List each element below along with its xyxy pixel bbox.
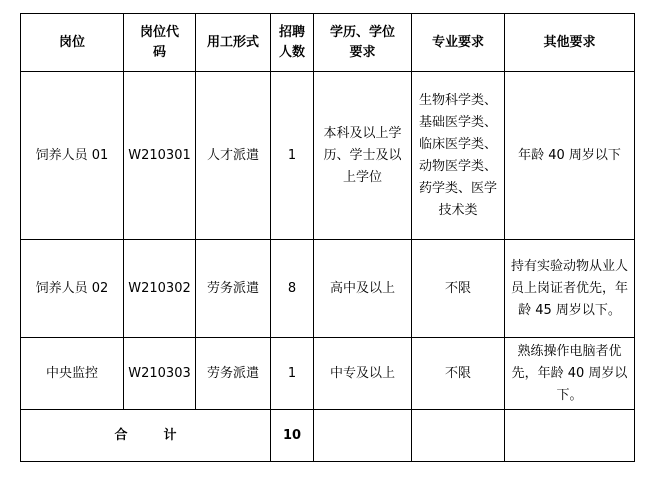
table-row (21, 338, 635, 410)
recruitment-table (20, 13, 635, 462)
cell-code: W210302 (124, 240, 196, 338)
cell-education: 高中及以上 (314, 240, 412, 338)
cell-major: 不限 (412, 338, 505, 410)
total-label-part2: 计 (163, 427, 177, 443)
total-empty-cell (412, 410, 505, 462)
total-count: 10 (271, 410, 314, 462)
header-education: 学历、学位要求 (314, 14, 412, 72)
total-empty-cell (314, 410, 412, 462)
cell-code: W210301 (124, 72, 196, 240)
table-row (21, 240, 635, 338)
cell-education: 中专及以上 (314, 338, 412, 410)
header-employment: 用工形式 (196, 14, 271, 72)
table-row (21, 72, 635, 240)
cell-other: 年龄 40 周岁以下 (505, 72, 635, 240)
cell-count: 1 (271, 338, 314, 410)
header-count: 招聘人数 (271, 14, 314, 72)
header-row (21, 14, 635, 72)
cell-employment: 人才派遣 (196, 72, 271, 240)
cell-other: 持有实验动物从业人员上岗证者优先，年龄 45 周岁以下。 (505, 240, 635, 338)
cell-major: 生物科学类、基础医学类、临床医学类、动物医学类、药学类、医学技术类 (412, 72, 505, 240)
cell-count: 8 (271, 240, 314, 338)
cell-employment: 劳务派遣 (196, 240, 271, 338)
cell-position: 中央监控 (21, 338, 124, 410)
cell-employment: 劳务派遣 (196, 338, 271, 410)
header-other: 其他要求 (505, 14, 635, 72)
total-label (21, 410, 271, 462)
cell-position: 饲养人员 01 (21, 72, 124, 240)
total-label-part1: 合 (114, 427, 128, 443)
cell-code: W210303 (124, 338, 196, 410)
header-code: 岗位代码 (124, 14, 196, 72)
cell-education: 本科及以上学历、学士及以上学位 (314, 72, 412, 240)
header-major: 专业要求 (412, 14, 505, 72)
cell-count: 1 (271, 72, 314, 240)
cell-other: 熟练操作电脑者优先，年龄 40 周岁以下。 (505, 338, 635, 410)
cell-position: 饲养人员 02 (21, 240, 124, 338)
header-position: 岗位 (21, 14, 124, 72)
total-empty-cell (505, 410, 635, 462)
cell-major: 不限 (412, 240, 505, 338)
total-row (21, 410, 635, 462)
